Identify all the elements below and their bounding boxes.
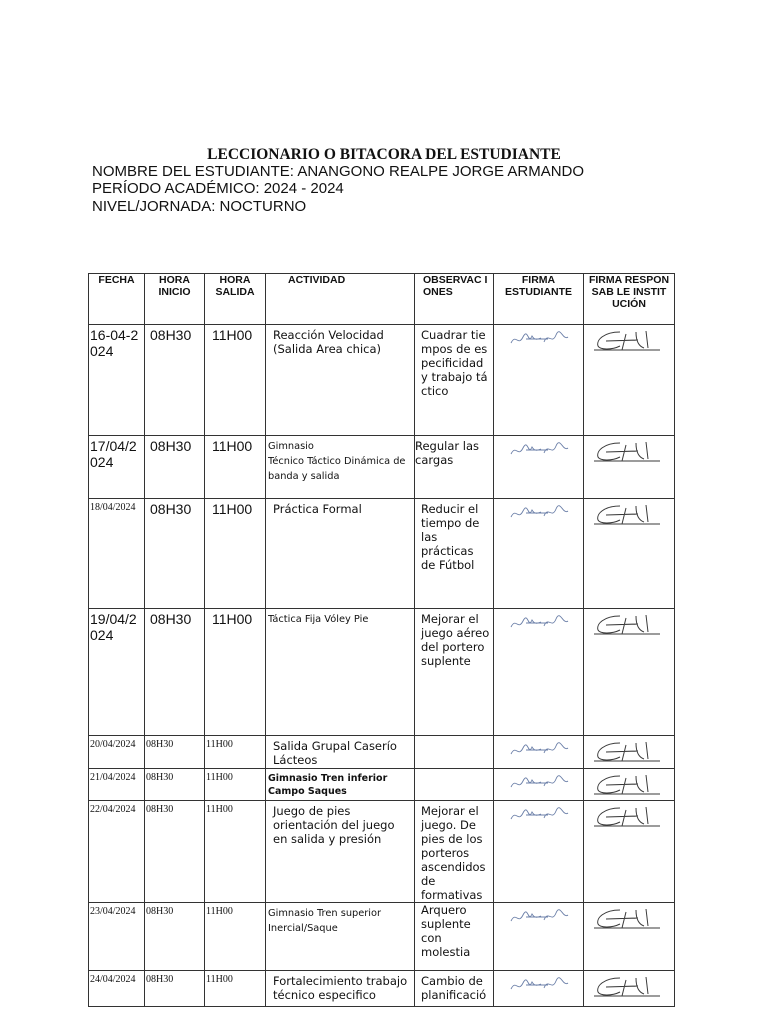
cell-fecha: 19/04/2024 xyxy=(90,611,137,643)
institution-signature xyxy=(592,974,664,1000)
table-row xyxy=(89,325,675,436)
cell-observaciones xyxy=(415,769,493,772)
student-signature xyxy=(508,771,570,795)
cell-fecha: 17/04/2024 xyxy=(90,438,137,470)
institution-signature xyxy=(592,804,664,830)
cell-hora-salida: 11H00 xyxy=(212,327,253,343)
student-signature xyxy=(508,611,570,635)
header-firma-estudiante: FIRMA ESTUDIANTE xyxy=(494,274,584,325)
table-row xyxy=(89,499,675,609)
cell-fecha: 22/04/2024 xyxy=(90,804,136,815)
student-signature xyxy=(508,738,570,762)
institution-signature xyxy=(592,612,664,638)
institution-signature xyxy=(592,439,664,465)
cell-actividad: Gimnasio Técnico Táctico Dinámica de banda y salida xyxy=(268,441,406,482)
student-signature xyxy=(508,327,570,351)
cell-actividad: Gimnasio Tren superior Inercial/Saque xyxy=(268,908,382,934)
cell-actividad: Juego de pies orientación del juego en salida y presión xyxy=(273,804,395,846)
student-signature xyxy=(508,973,570,997)
student-signature xyxy=(508,905,570,929)
cell-actividad: Práctica Formal xyxy=(273,502,362,516)
cell-observaciones: Regular las cargas xyxy=(415,439,479,467)
document-title: LECCIONARIO O BITACORA DEL ESTUDIANTE xyxy=(207,146,561,163)
cell-hora-salida: 11H00 xyxy=(212,501,253,517)
student-signature xyxy=(508,803,570,827)
cell-actividad: Fortalecimiento trabajo técnico especifico xyxy=(273,974,408,1002)
header-firma-responsable: FIRMA RESPONSAB LE INSTITUCIÓN xyxy=(584,274,675,325)
cell-hora-salida: 11H00 xyxy=(206,739,233,750)
cell-hora-inicio: 08H30 xyxy=(150,438,192,454)
table-row xyxy=(89,971,675,1007)
header-hora-salida: HORA SALIDA xyxy=(205,274,266,325)
cell-hora-salida: 11H00 xyxy=(206,772,233,783)
cell-observaciones: Mejorar el juego. De pies de los porteros ascendidos de formativas xyxy=(421,804,486,902)
cell-fecha: 23/04/2024 xyxy=(90,906,136,917)
header-actividad: ACTIVIDAD xyxy=(266,274,415,325)
student-signature xyxy=(508,501,570,525)
cell-hora-inicio: 08H30 xyxy=(146,804,174,815)
table-row xyxy=(89,769,675,801)
institution-signature xyxy=(592,739,664,765)
table-row xyxy=(89,801,675,903)
cell-hora-inicio: 08H30 xyxy=(150,611,192,627)
cell-observaciones: Cuadrar tiempos de especificidad y trabajo táctico xyxy=(421,328,488,398)
cell-observaciones xyxy=(415,736,493,739)
table-row xyxy=(89,609,675,736)
header-fecha: FECHA xyxy=(89,274,145,325)
header-observaciones: OBSERVAC IONES xyxy=(415,274,494,325)
cell-actividad: Salida Grupal Caserío Lácteos xyxy=(273,739,397,767)
cell-observaciones: Mejorar el juego aéreo del portero suplente xyxy=(421,612,490,668)
table-row xyxy=(89,903,675,971)
cell-fecha: 20/04/2024 xyxy=(90,739,136,750)
cell-fecha: 18/04/2024 xyxy=(90,502,136,513)
level-schedule-line: NIVEL/JORNADA: NOCTURNO xyxy=(92,198,307,215)
cell-hora-salida: 11H00 xyxy=(212,438,253,454)
cell-hora-salida: 11H00 xyxy=(206,804,233,815)
student-signature xyxy=(508,438,570,462)
cell-hora-inicio: 08H30 xyxy=(150,501,192,517)
cell-hora-inicio: 08H30 xyxy=(150,327,192,343)
cell-observaciones: Arquero suplente con molestia xyxy=(421,903,471,959)
cell-hora-inicio: 08H30 xyxy=(146,739,174,750)
cell-hora-inicio: 08H30 xyxy=(146,974,174,985)
cell-actividad: Reacción Velocidad (Salida Area chica) xyxy=(273,328,384,356)
cell-hora-salida: 11H00 xyxy=(206,906,233,917)
header-hora-inicio: HORA INICIO xyxy=(145,274,205,325)
cell-actividad: Gimnasio Tren inferior Campo Saques xyxy=(268,773,388,797)
institution-signature xyxy=(592,772,664,798)
cell-hora-salida: 11H00 xyxy=(206,974,233,985)
institution-signature xyxy=(592,906,664,932)
cell-hora-inicio: 08H30 xyxy=(146,772,174,783)
cell-hora-salida: 11H00 xyxy=(212,611,253,627)
cell-observaciones: Reducir el tiempo de las prácticas de Fútbol xyxy=(421,502,480,572)
cell-hora-inicio: 08H30 xyxy=(146,906,174,917)
cell-fecha: 21/04/2024 xyxy=(90,772,136,783)
table-row xyxy=(89,436,675,499)
logbook-table xyxy=(88,273,675,1007)
institution-signature xyxy=(592,502,664,528)
institution-signature xyxy=(592,328,664,354)
cell-observaciones: Cambio de planificació xyxy=(421,974,487,1002)
cell-actividad: Táctica Fija Vóley Pie xyxy=(268,614,369,625)
table-header-row xyxy=(89,274,675,325)
table-row xyxy=(89,736,675,769)
student-name-line: NOMBRE DEL ESTUDIANTE: ANANGONO REALPE JORGE ARMANDO xyxy=(92,163,585,180)
cell-fecha: 24/04/2024 xyxy=(90,974,136,985)
academic-period-line: PERÍODO ACADÉMICO: 2024 - 2024 xyxy=(92,180,344,197)
cell-fecha: 16-04-2024 xyxy=(90,327,139,359)
